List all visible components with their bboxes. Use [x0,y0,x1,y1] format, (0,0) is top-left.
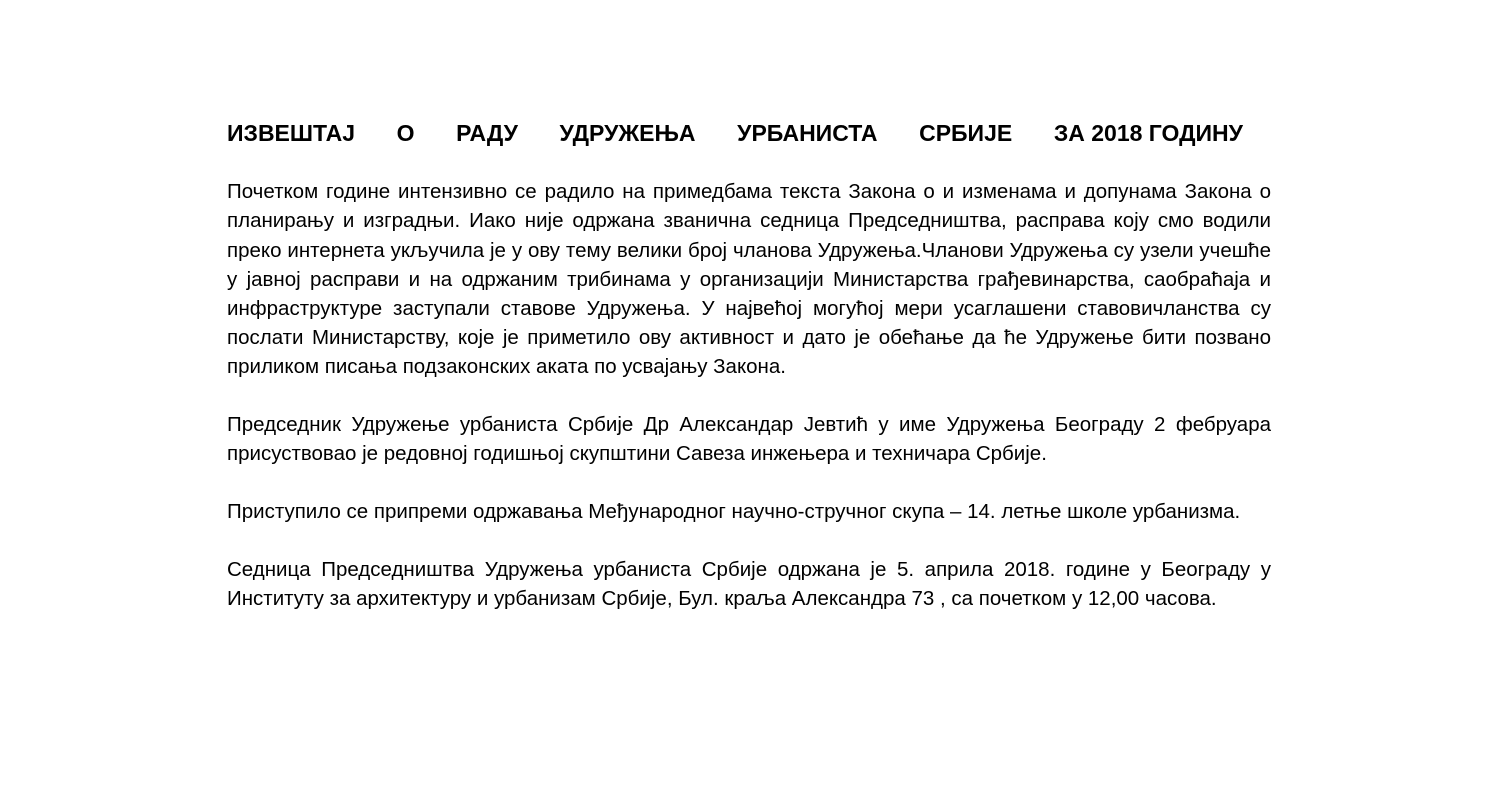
document-text-block [227,119,1271,613]
page-title [227,119,1243,148]
body-paragraph: Почетком године интензивно се радило на примедбама текста Закона о и изменама и допунама Закона о планирању и изградњи. Иако није одржана званична седница Председништва, расправа коју смо водили преко интернета укључила је у ову тему велики број чланова Удружења.Чланови Удружења су узели учешће у јавној расправи и на одржаним трибинама у организацији Министарства грађевинарства, саобраћаја и инфраструктуре заступали ставове Удружења. У највећој могућој мери усаглашени ставовичланства су послати Министарству, које је приметило ову активност и дато је обећање да ће Удружење бити позвано приликом писања подзаконских аката по усвајању Закона. [227,180,1271,379]
title-segment: ЗА 2018 ГОДИНУ [1053,120,1243,146]
title-segment: УРБАНИСТА [737,120,878,146]
body-paragraph: Председник Удружење урбаниста Србије Др Александар Јевтић у име Удружења Београду 2 фебруара присуствовао је редовној годишњој скупштини Савеза инжењера и техничара Србије. [227,413,1271,466]
title-segment: УДРУЖЕЊА [559,120,696,146]
title-segment: РАДУ [456,120,518,146]
body-paragraph: Приступило се припреми одржавања Међународног научно-стручног скупа – 14. летње школе урбанизма. [227,500,1241,524]
title-segment: О [396,120,415,146]
body-paragraph: Седница Председништва Удружења урбаниста Србије одржана је 5. априла 2018. године у Београду у Институту за архитектуру и урбанизам Србије, Бул. краља Александра 73 , са почетком у 12,00 часова. [227,558,1271,611]
title-segment: СРБИЈЕ [919,120,1013,146]
title-segment: ИЗВЕШТАЈ [227,120,356,146]
